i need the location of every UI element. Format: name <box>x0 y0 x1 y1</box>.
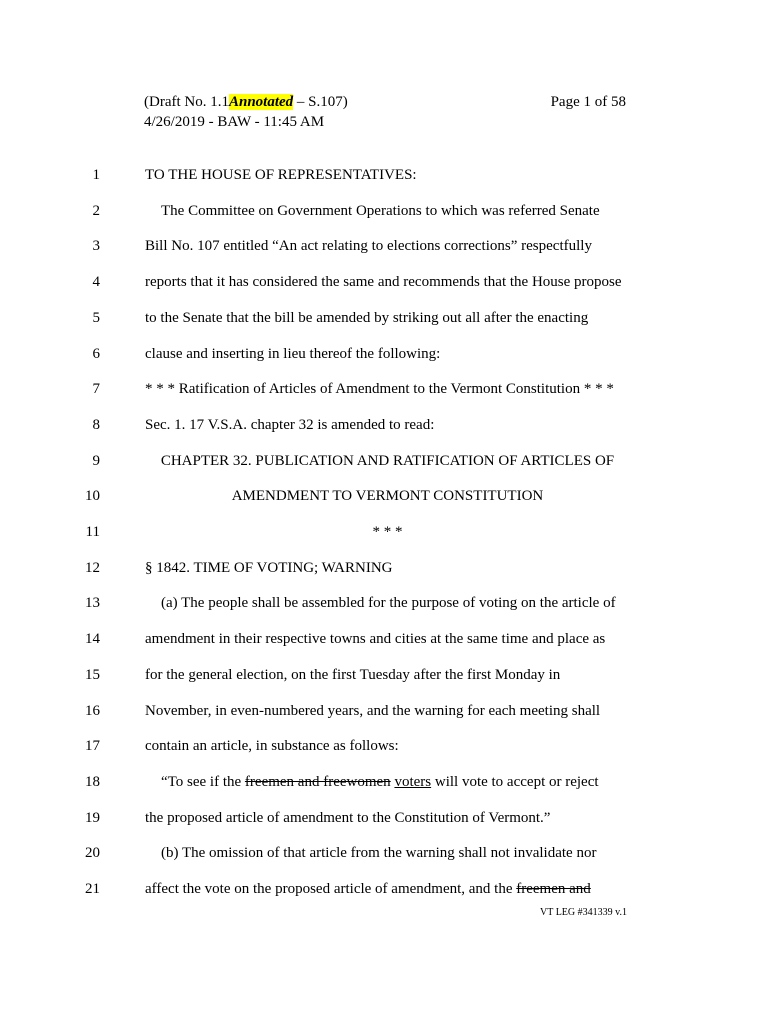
line-text <box>145 770 646 794</box>
line-8 <box>0 413 770 437</box>
line-number: 20 <box>85 845 100 861</box>
line-15 <box>0 663 770 687</box>
text-segment: affect the vote on the proposed article of amendment, and the <box>145 881 517 897</box>
draft-info <box>144 92 348 132</box>
line-14 <box>0 627 770 651</box>
line-number: 13 <box>85 595 100 611</box>
line-number: 21 <box>85 881 100 897</box>
draft-line <box>144 92 348 112</box>
document-id-footer: VT LEG #341339 v.1 <box>540 907 627 918</box>
line-12 <box>0 556 770 580</box>
line-number: 14 <box>85 631 100 647</box>
line-text: TO THE HOUSE OF REPRESENTATIVES: <box>145 167 417 183</box>
line-4 <box>0 270 770 294</box>
line-text: (a) The people shall be assembled for the purpose of voting on the article of <box>161 595 616 611</box>
line-20 <box>0 841 770 865</box>
line-10 <box>0 484 770 508</box>
annotated-highlight: Annotated <box>228 94 294 110</box>
line-number: 8 <box>92 417 100 433</box>
line-number: 15 <box>85 667 100 683</box>
draft-suffix: – S.107) <box>293 94 348 110</box>
line-9 <box>0 449 770 473</box>
line-text <box>145 877 630 901</box>
line-text: reports that it has considered the same and recommends that the House propose <box>145 274 622 290</box>
line-19 <box>0 806 770 830</box>
chapter-heading: AMENDMENT TO VERMONT CONSTITUTION <box>231 488 544 504</box>
line-text: for the general election, on the first Tuesday after the first Monday in <box>145 667 561 683</box>
line-number: 6 <box>92 346 100 362</box>
line-number: 7 <box>92 381 100 397</box>
line-6 <box>0 342 770 366</box>
line-text: Sec. 1. 17 V.S.A. chapter 32 is amended to read: <box>145 417 435 433</box>
line-text: to the Senate that the bill be amended by striking out all after the enacting <box>145 310 589 326</box>
line-number: 9 <box>92 453 100 469</box>
text-segment: will vote to accept or reject <box>431 774 599 790</box>
struck-text: freemen and <box>516 881 591 897</box>
line-text: amendment in their respective towns and cities at the same time and place as <box>145 631 606 647</box>
line-number: 18 <box>85 774 100 790</box>
line-number: 10 <box>85 488 100 504</box>
line-number: 11 <box>85 524 100 540</box>
line-text: clause and inserting in lieu thereof the following: <box>145 346 441 362</box>
line-text: the proposed article of amendment to the Constitution of Vermont.” <box>145 810 551 826</box>
line-21 <box>0 877 770 901</box>
struck-text: freemen and freewomen <box>244 774 391 790</box>
line-number: 1 <box>92 167 100 183</box>
line-5 <box>0 306 770 330</box>
line-number: 17 <box>85 738 100 754</box>
line-number: 12 <box>85 560 100 576</box>
line-number: 19 <box>85 810 100 826</box>
line-3 <box>0 234 770 258</box>
section-heading: § 1842. TIME OF VOTING; WARNING <box>145 560 393 576</box>
line-11 <box>0 520 770 544</box>
line-text: November, in even-numbered years, and the warning for each meeting shall <box>145 703 601 719</box>
line-2 <box>0 199 770 223</box>
inserted-text: voters <box>394 774 432 790</box>
line-18 <box>0 770 770 794</box>
line-number: 3 <box>92 238 100 254</box>
section-break: * * * <box>372 524 403 540</box>
line-number: 5 <box>92 310 100 326</box>
line-16 <box>0 699 770 723</box>
page-number: Page 1 of 58 <box>550 94 626 110</box>
line-text: (b) The omission of that article from the warning shall not invalidate nor <box>161 845 597 861</box>
line-13 <box>0 591 770 615</box>
date-line: 4/26/2019 - BAW - 11:45 AM <box>144 114 325 130</box>
text-segment: “To see if the <box>161 774 245 790</box>
line-1 <box>0 163 770 187</box>
line-number: 2 <box>92 203 100 219</box>
chapter-heading: CHAPTER 32. PUBLICATION AND RATIFICATION OF ARTICLES OF <box>160 453 615 469</box>
draft-prefix: (Draft No. 1.1 <box>144 94 229 110</box>
line-number: 16 <box>85 703 100 719</box>
line-text: contain an article, in substance as follows: <box>145 738 399 754</box>
line-7 <box>0 377 770 401</box>
line-text: * * * Ratification of Articles of Amendment to the Vermont Constitution * * * <box>145 381 614 397</box>
line-number: 4 <box>92 274 100 290</box>
line-text: Bill No. 107 entitled “An act relating to elections corrections” respectfully <box>145 238 592 254</box>
line-17 <box>0 734 770 758</box>
line-text: The Committee on Government Operations to which was referred Senate <box>161 203 600 219</box>
